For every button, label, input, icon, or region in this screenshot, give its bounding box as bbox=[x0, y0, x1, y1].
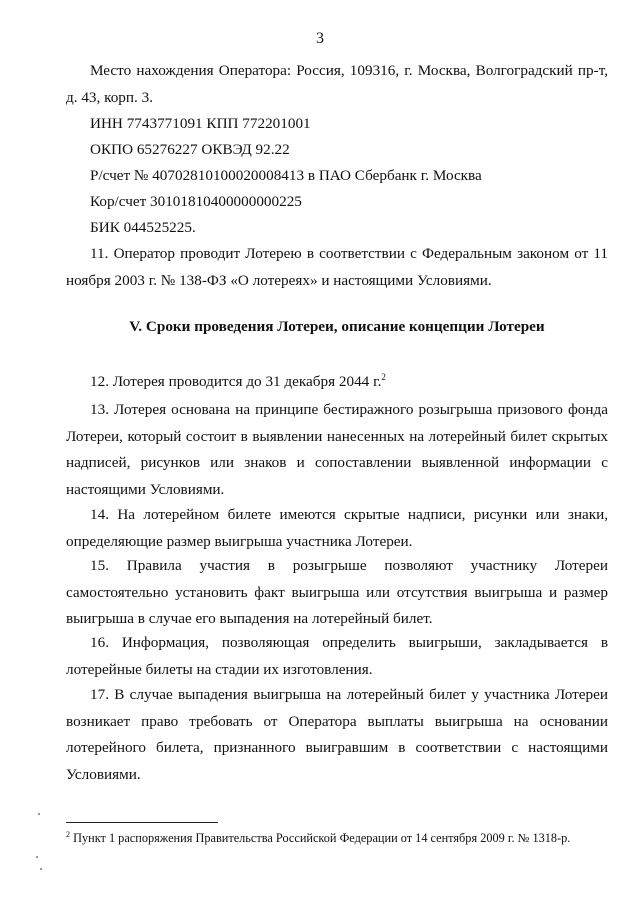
paragraph-17: 17. В случае выпадения выигрыша на лотерейный билет у участника Лотереи возникает право требовать от Оператора выплаты выигрыша на основании лотерейного билета, признанного выигравшим в соответствии с настоящими Условиями. bbox=[66, 686, 608, 783]
paragraph-12-text: 12. Лотерея проводится до 31 декабря 2044 г. bbox=[90, 373, 382, 390]
paragraph-14: 14. На лотерейном билете имеются скрытые надписи, рисунки или знаки, определяющие размер выигрыша участника Лотереи. bbox=[66, 506, 608, 550]
operator-inn-kpp: ИНН 7743771091 КПП 772201001 bbox=[90, 115, 311, 132]
section-heading: V. Сроки проведения Лотереи, описание концепции Лотереи bbox=[129, 318, 545, 335]
paragraph-12 bbox=[66, 369, 608, 396]
footnote-ref: 2 bbox=[381, 371, 386, 382]
paragraph-16: 16. Информация, позволяющая определить выигрыши, закладывается в лотерейные билеты на стадии их изготовления. bbox=[66, 634, 608, 678]
footnote-separator bbox=[66, 822, 218, 823]
operator-location: Место нахождения Оператора: Россия, 109316, г. Москва, Волгоградский пр-т, д. 43, корп. 3. bbox=[66, 62, 608, 106]
page-number: 3 bbox=[316, 30, 324, 47]
scan-speck bbox=[38, 813, 40, 815]
scan-speck bbox=[40, 868, 42, 870]
operator-okpo-okved: ОКПО 65276227 ОКВЭД 92.22 bbox=[90, 141, 290, 158]
operator-account: Р/счет № 40702810100020008413 в ПАО Сбербанк г. Москва bbox=[90, 167, 482, 184]
paragraph-11: 11. Оператор проводит Лотерею в соответствии с Федеральным законом от 11 ноября 2003 г. № 138-ФЗ «О лотереях» и настоящими Условиями. bbox=[66, 245, 608, 289]
footnote-text: Пункт 1 распоряжения Правительства Российской Федерации от 14 сентября 2009 г. № 1318-р. bbox=[73, 831, 571, 845]
operator-bik: БИК 044525225. bbox=[90, 219, 196, 236]
paragraph-15: 15. Правила участия в розыгрыше позволяют участнику Лотереи самостоятельно установить факт выигрыша или отсутствия выигрыша и размер выигрыша в случае его выпадения на лотерейный билет. bbox=[66, 557, 608, 627]
footnote bbox=[66, 830, 626, 846]
operator-corr-account: Кор/счет 30101810400000000225 bbox=[90, 193, 302, 210]
paragraph-13: 13. Лотерея основана на принципе бестиражного розыгрыша призового фонда Лотереи, который состоит в выявлении нанесенных на лотерейный билет скрытых надписей, рисунков или знаков и сопоставлении выявленной информации с настоящими Условиями. bbox=[66, 401, 608, 498]
scan-speck bbox=[36, 856, 38, 858]
footnote-marker: 2 bbox=[66, 829, 70, 839]
